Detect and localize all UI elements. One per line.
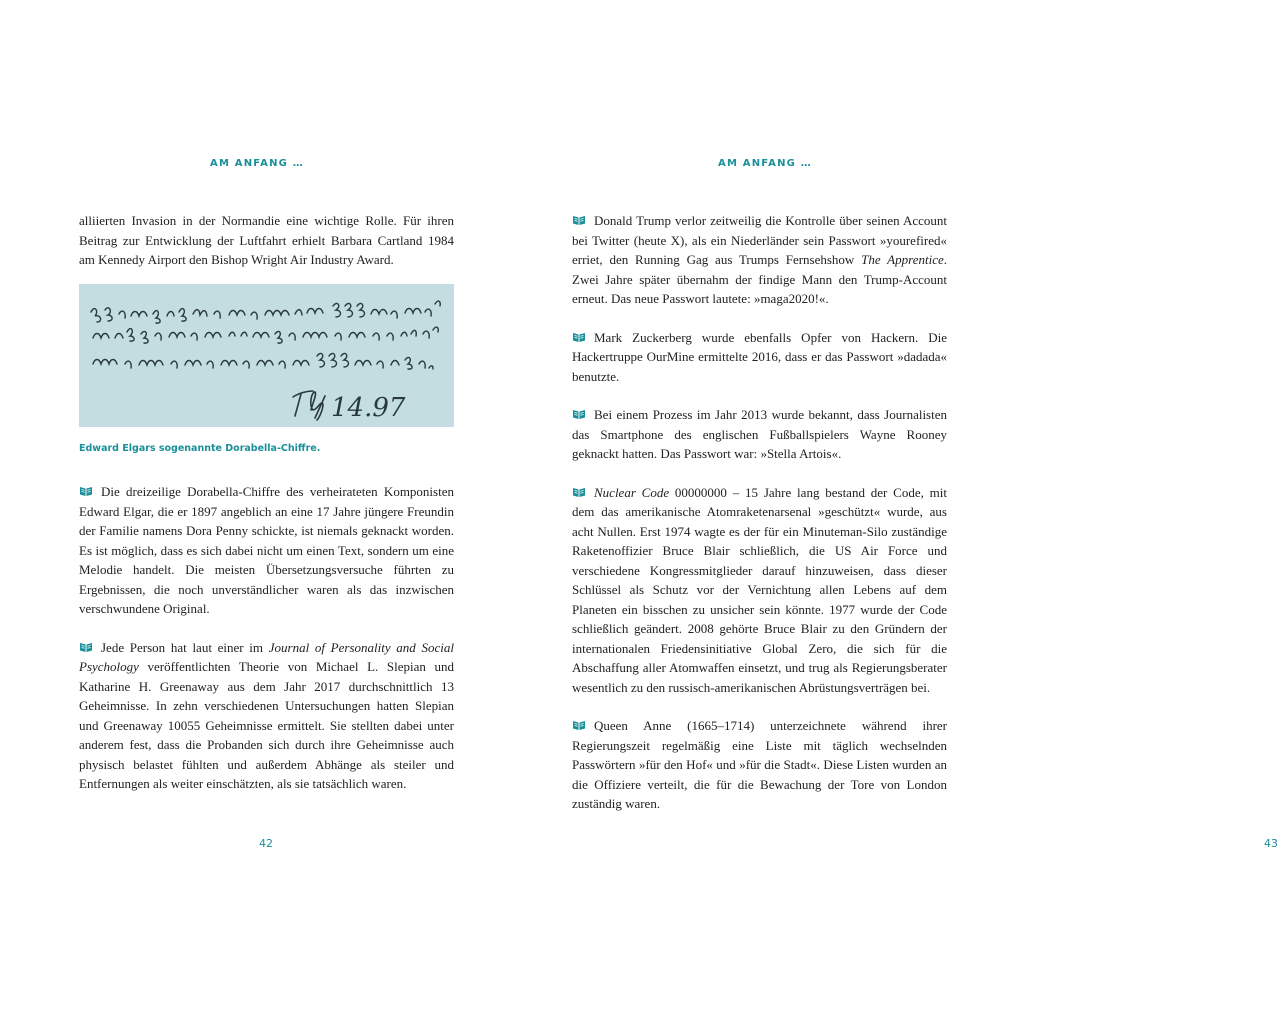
paragraph-text-after: . Zwei Jahre später übernahm der findige Mann den Trump-Account erneut. Das neue Passwort lautete: »maga2020!«. xyxy=(572,252,947,306)
right-paragraph-nuclear-code xyxy=(572,483,947,698)
show-title: The Apprentice xyxy=(861,252,944,267)
left-paragraph-secrets xyxy=(79,638,454,794)
paragraph-text: Mark Zuckerberg wurde ebenfalls Opfer von Hackern. Die Hackertruppe OurMine ermittelte 2016, dass er das Passwort »dadada« benutzte. xyxy=(572,329,947,384)
journal-title: Journal of Personality and Social Psychology xyxy=(79,639,454,674)
dorabella-cipher-image xyxy=(79,284,454,427)
paragraph-text: Die dreizeilige Dorabella-Chiffre des verheirateten Komponisten Edward Elgar, die er 1897 angeblich an eine 17 Jahre jüngere Freundin der Familie namens Dora Penny schickte, ist niemals geknackt worden. Es ist möglich, dass es sich dabei nicht um einen Text, sondern um eine Melodie handelt. Die meisten Übersetzungsversuche führten zu Ergebnissen, die noch unverständlicher waren als das inzwischen verschwundene Original. xyxy=(79,484,454,616)
open-book-icon xyxy=(79,641,93,653)
open-book-icon xyxy=(572,486,586,498)
figure-caption: Edward Elgars sogenannte Dorabella-Chiffre. xyxy=(79,443,321,454)
paragraph-text-before: Donald Trump verlor zeitweilig die Kontrolle über seinen Account bei Twitter (heute X), als ein Niederländer sein Passwort »yourefired« erriet, den Running Gag aus Trumps Fernsehshow xyxy=(572,213,947,267)
open-book-icon xyxy=(572,719,586,731)
right-paragraph-queen-anne xyxy=(572,716,947,814)
right-paragraph-rooney xyxy=(572,405,947,464)
page-number-right: 43 xyxy=(1264,837,1278,850)
open-book-icon xyxy=(572,408,586,420)
dorabella-cipher-figure xyxy=(79,284,454,427)
cipher-date-text: 14.97 xyxy=(331,393,406,423)
page-number-left: 42 xyxy=(259,837,273,850)
paragraph-text-after: veröffentlichten Theorie von Michael L. Slepian und Katharine H. Greenaway aus dem Jahr 2017 durchschnittlich 13 Geheimnisse. In zehn verschiedenen Untersuchungen hatten Slepian und Greenaway 10055 Geheimnisse ermittelt. Sie stellten dabei unter anderem fest, dass die Probanden sich durch ihre Geheimnisse auch physisch belastet fühlten und außerdem Abhänge als steiler und Entfernungen als weiter einschätzten, als sie tatsächlich waren. xyxy=(79,659,454,791)
left-opening-text-block xyxy=(79,211,454,289)
paragraph-text: Queen Anne (1665–1714) unterzeichnete während ihrer Regierungszeit regelmäßig eine Liste mit täglich wechselnden Passwörtern »für den Hof« und »für die Stadt«. Diese Listen wurden an die Offiziere verteilt, die für die Bewachung der Tore von London zuständig waren. xyxy=(572,718,947,811)
paragraph-text: Bei einem Prozess im Jahr 2013 wurde bekannt, dass Journalisten das Smartphone des englischen Fußballspielers Wayne Rooney geknackt hatten. Das Passwort war: »Stella Artois«. xyxy=(572,407,947,461)
open-book-icon xyxy=(572,331,586,343)
left-opening-paragraph: alliierten Invasion in der Normandie eine wichtige Rolle. Für ihren Beitrag zur Entwicklung der Luftfahrt erhielt Barbara Cartland 1984 am Kennedy Airport den Bishop Wright Air Industry Award. xyxy=(79,213,454,267)
paragraph-text-before: Jede Person hat laut einer im xyxy=(101,639,269,655)
paragraph-text-after: 00000000 – 15 Jahre lang bestand der Code, mit dem das amerikanische Atomraketenarsenal »geschützt« wurde, aus acht Nullen. Erst 1974 wagte es der für ein Minuteman-Silo zuständige Raketenoffizier Bruce Blair schließlich, die US Air Force und verschiedene Kongressmitglieder darauf hinzuweisen, dass dieser Schlüssel als Schutz vor der Vernichtung allen Lebens auf dem Planeten ein bisschen zu unsicher sein könnte. 1977 wurde der Code schließlich geändert. 2008 gehörte Bruce Blair zu den Gründern der internationalen Friedensinitiative Global Zero, die sich für die Abschaffung aller Atomwaffen einsetzt, und trug als Regierungsberater wesentlich zu den russisch-amerikanischen Abrüstungsverträgen bei. xyxy=(572,484,947,695)
right-paragraph-zuckerberg xyxy=(572,328,947,387)
right-body-text-block xyxy=(572,211,947,833)
running-head-left: AM ANFANG … xyxy=(210,158,304,169)
right-paragraph-trump xyxy=(572,211,947,309)
right-page xyxy=(512,0,1278,1024)
open-book-icon xyxy=(79,485,93,497)
open-book-icon xyxy=(572,214,586,226)
left-body-text-block xyxy=(79,482,454,813)
left-paragraph-dorabella xyxy=(79,482,454,619)
nuclear-code-title: Nuclear Code xyxy=(594,484,670,500)
left-page xyxy=(0,0,512,1024)
running-head-right: AM ANFANG … xyxy=(718,158,812,169)
